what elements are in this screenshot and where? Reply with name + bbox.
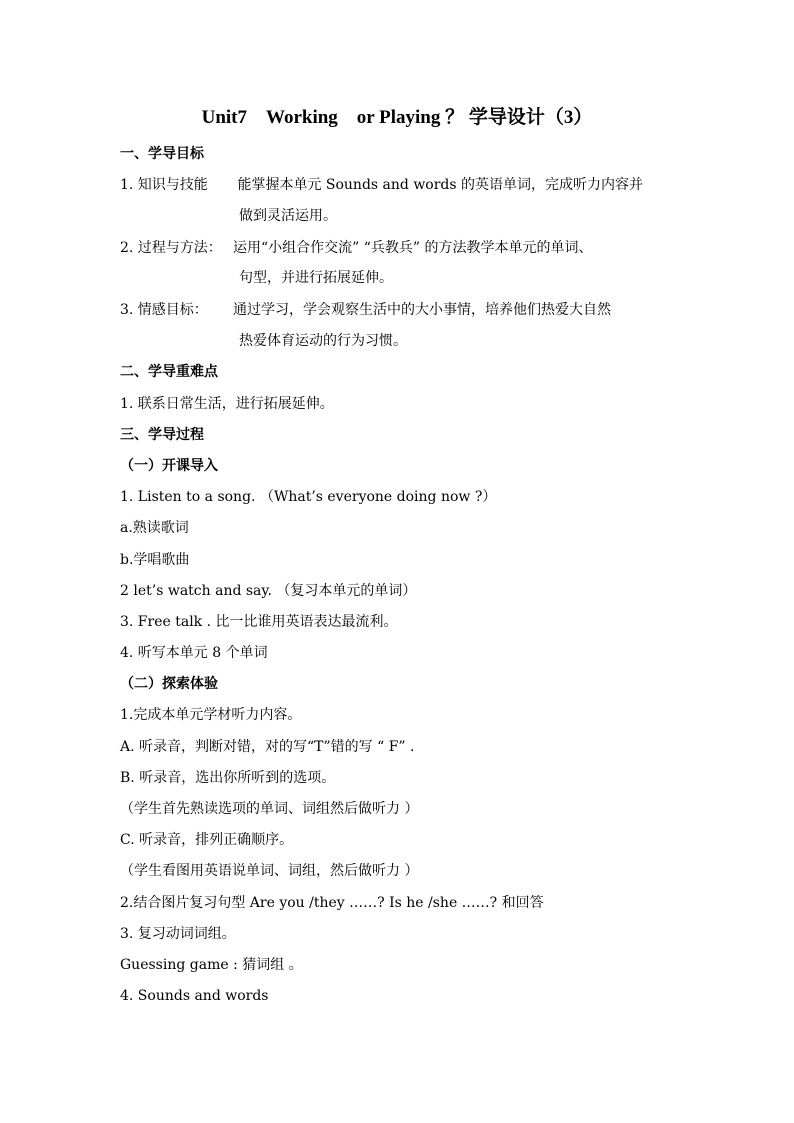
key-point-item-1: 1. 联系日常生活，进行拓展延伸。 bbox=[120, 396, 334, 412]
explore-line-9: Guessing game : 猜词组 。 bbox=[120, 957, 303, 973]
objective-text-1a: 能掌握本单元 Sounds and words 的英语单词，完成听力内容并 bbox=[233, 177, 644, 193]
intro-line-4: 2 let’s watch and say. （复习本单元的单词） bbox=[120, 583, 417, 599]
intro-line-6: 4. 听写本单元 8 个单词 bbox=[120, 645, 268, 661]
objective-text-3a: 通过学习，学会观察生活中的大小事情，培养他们热爱大自然 bbox=[233, 302, 611, 318]
explore-line-7: 2.结合图片复习句型 Are you /they ……? Is he /she ……? 和回答 bbox=[120, 895, 544, 911]
explore-line-3: B. 听录音，选出你所听到的选项。 bbox=[120, 770, 336, 786]
subsection-heading-intro: （一）开课导入 bbox=[120, 458, 218, 474]
subsection-heading-explore: （二）探索体验 bbox=[120, 676, 218, 692]
intro-line-3: b.学唱歌曲 bbox=[120, 552, 190, 568]
objective-label-1: 1. 知识与技能 bbox=[120, 177, 208, 193]
intro-line-1: 1. Listen to a song. （What’s everyone doing now ?） bbox=[120, 489, 497, 505]
explore-line-10: 4. Sounds and words bbox=[120, 988, 269, 1004]
document-title: Unit7 Working or Playing ？ 学导设计（3） bbox=[201, 107, 593, 128]
explore-line-2: A. 听录音，判断对错，对的写“T”错的写 “ F” . bbox=[120, 739, 415, 755]
explore-line-1: 1.完成本单元学材听力内容。 bbox=[120, 707, 302, 723]
objective-item-1 bbox=[120, 175, 643, 195]
intro-line-2: a.熟读歌词 bbox=[120, 520, 189, 536]
objective-label-3: 3. 情感目标： bbox=[120, 302, 208, 318]
objective-text-2a: 运用“小组合作交流” “兵教兵” 的方法教学本单元的单词、 bbox=[233, 240, 593, 256]
objective-label-2: 2. 过程与方法： bbox=[120, 240, 222, 256]
section-heading-objectives: 一、学导目标 bbox=[120, 146, 204, 162]
objective-item-3 bbox=[120, 300, 611, 320]
explore-line-4: （学生首先熟读选项的单词、词组然后做听力 ） bbox=[120, 801, 419, 817]
objective-text-2b: 句型，并进行拓展延伸。 bbox=[239, 270, 393, 286]
explore-line-8: 3. 复习动词词组。 bbox=[120, 926, 236, 942]
objective-text-1b: 做到灵活运用。 bbox=[239, 208, 337, 224]
section-heading-key-points: 二、学导重难点 bbox=[120, 364, 218, 380]
explore-line-5: C. 听录音，排列正确顺序。 bbox=[120, 832, 294, 848]
section-heading-process: 三、学导过程 bbox=[120, 427, 204, 443]
explore-line-6: （学生看图用英语说单词、词组，然后做听力 ） bbox=[120, 863, 419, 879]
objective-text-3b: 热爱体育运动的行为习惯。 bbox=[239, 333, 407, 349]
intro-line-5: 3. Free talk . 比一比谁用英语表达最流利。 bbox=[120, 614, 398, 630]
objective-item-2 bbox=[120, 238, 593, 258]
